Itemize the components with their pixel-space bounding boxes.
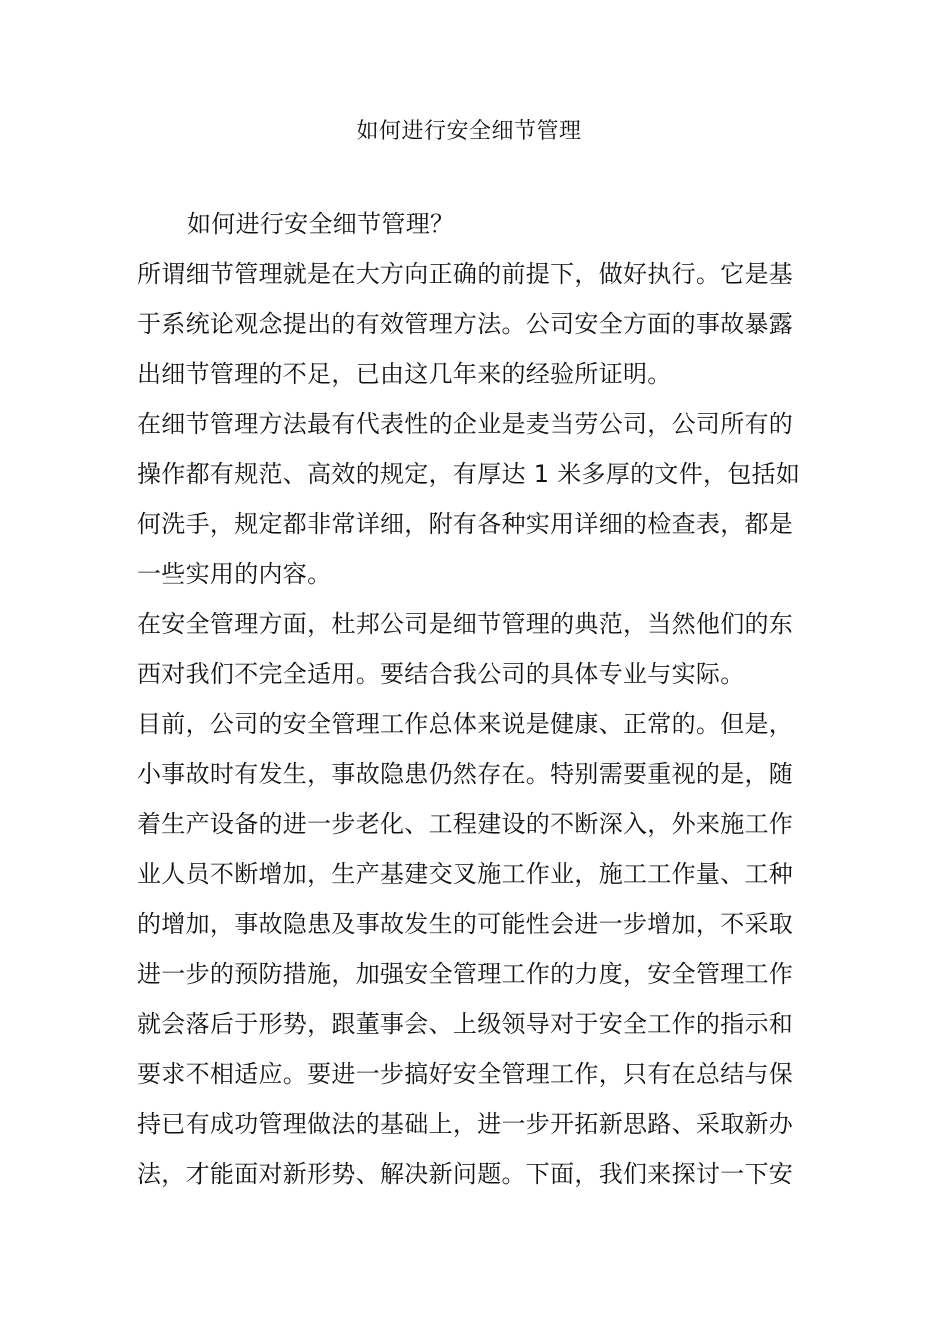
text-line: 操作都有规范、高效的规定，有厚达 1 米多厚的文件，包括如 xyxy=(137,460,801,488)
text-line: 就会落后于形势，跟董事会、上级领导对于安全工作的指示和 xyxy=(137,1010,794,1038)
text-line: 出细节管理的不足，已由这几年来的经验所证明。 xyxy=(137,360,672,388)
text-line: 目前，公司的安全管理工作总体来说是健康、正常的。但是， xyxy=(137,710,794,738)
text-line: 的增加，事故隐患及事故发生的可能性会进一步增加，不采取 xyxy=(137,910,794,938)
text-line: 西对我们不完全适用。要结合我公司的具体专业与实际。 xyxy=(137,660,745,688)
text-line: 要求不相适应。要进一步搞好安全管理工作，只有在总结与保 xyxy=(137,1060,794,1088)
text-line: 小事故时有发生，事故隐患仍然存在。特别需要重视的是，随 xyxy=(137,760,794,788)
document-body xyxy=(137,199,799,1199)
text-line: 何洗手，规定都非常详细，附有各种实用详细的检查表，都是 xyxy=(137,510,794,538)
text-line: 进一步的预防措施，加强安全管理工作的力度，安全管理工作 xyxy=(137,960,794,988)
document-title: 如何进行安全细节管理 xyxy=(356,119,582,144)
text-line: 持已有成功管理做法的基础上，进一步开拓新思路、采取新办 xyxy=(137,1110,794,1138)
text-line: 业人员不断增加，生产基建交叉施工作业，施工工作量、工种 xyxy=(137,860,794,888)
text-line: 着生产设备的进一步老化、工程建设的不断深入，外来施工作 xyxy=(137,810,794,838)
subtitle-question-line: 如何进行安全细节管理？ xyxy=(187,210,455,238)
text-line: 在细节管理方法最有代表性的企业是麦当劳公司，公司所有的 xyxy=(137,410,794,438)
text-line: 所谓细节管理就是在大方向正确的前提下，做好执行。它是基 xyxy=(137,260,794,288)
text-line: 于系统论观念提出的有效管理方法。公司安全方面的事故暴露 xyxy=(137,310,794,338)
text-line: 一些实用的内容。 xyxy=(137,560,332,588)
text-line: 在安全管理方面，杜邦公司是细节管理的典范，当然他们的东 xyxy=(137,610,794,638)
text-line: 法，才能面对新形势、解决新问题。下面，我们来探讨一下安 xyxy=(137,1160,794,1188)
